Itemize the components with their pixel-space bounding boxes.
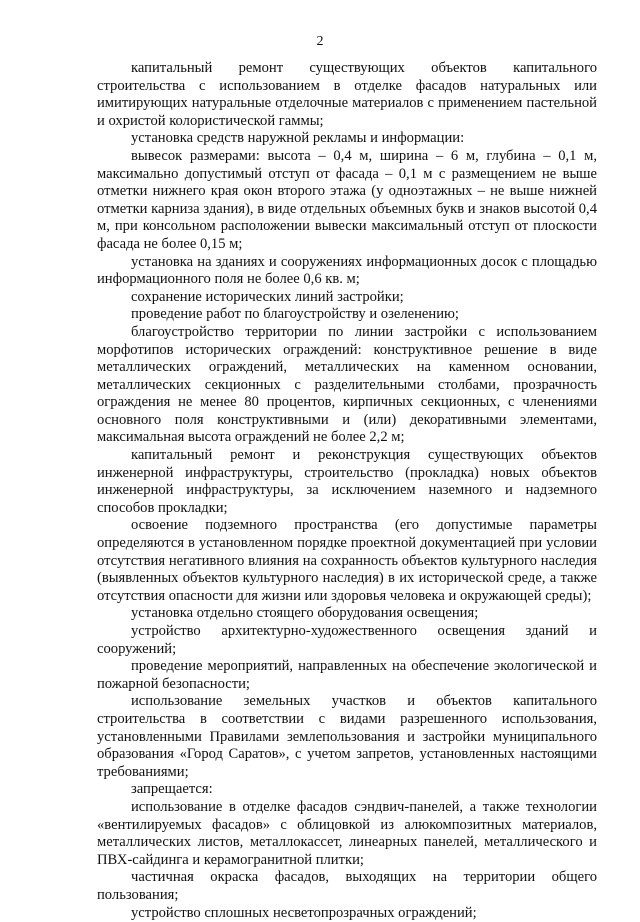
paragraph-prohibited-solid-fences: устройство сплошных несветопрозрачных ограждений; — [97, 905, 597, 922]
paragraph-info-boards: установка на зданиях и сооружениях информационных досок с площадью информационного поля не более 0,6 кв. м; — [97, 254, 597, 289]
paragraph-underground: освоение подземного пространства (его допустимые параметры определяются в установленном порядке проектной документацией при условии отсутствия негативного влияния на сохранность объектов культурного наследия (выявленных объектов культурного наследия) в их исторической среде, а также отсутствия опасности для жизни или здоровья человека и окружающей среды); — [97, 517, 597, 605]
paragraph-landscaping: проведение работ по благоустройству и озеленению; — [97, 306, 597, 324]
document-body — [97, 60, 597, 922]
page-number: 2 — [0, 34, 640, 50]
paragraph-lighting-equipment: установка отдельно стоящего оборудования освещения; — [97, 605, 597, 623]
paragraph-facade-repair: капитальный ремонт существующих объектов капитального строительства с использованием в отделке фасадов натуральных или имитирующих натуральные отделочные материалов с применением пастельной и охристой колористической гаммы; — [97, 60, 597, 130]
paragraph-fences: благоустройство территории по линии застройки с использованием морфотипов исторических ограждений: конструктивное решение в виде металлических ограждений, металлических на каменном основании, металлических секционных с разделительными столбами, прозрачность ограждения не менее 80 процентов, кирпичных секционных, с членениями основного поля конструктивными и (или) декоративными элементами, максимальная высота ограждений не более 2,2 м; — [97, 324, 597, 447]
paragraph-architectural-lighting: устройство архитектурно-художественного освещения зданий и сооружений; — [97, 623, 597, 658]
paragraph-prohibited-heading: запрещается: — [97, 781, 597, 799]
paragraph-advertising: установка средств наружной рекламы и информации: — [97, 130, 597, 148]
paragraph-prohibited-panels: использование в отделке фасадов сэндвич-панелей, а также технологии «вентилируемых фасадов» с облицовкой из алюкомпозитных материалов, металлических листов, металлокассет, линеарных панелей, металлического и ПВХ-сайдинга и керамогранитной плитки; — [97, 799, 597, 869]
paragraph-safety: проведение мероприятий, направленных на обеспечение экологической и пожарной безопасности; — [97, 658, 597, 693]
paragraph-building-lines: сохранение исторических линий застройки; — [97, 289, 597, 307]
paragraph-land-use: использование земельных участков и объектов капитального строительства в соответствии с видами разрешенного использования, установленными Правилами землепользования и застройки муниципального образования «Город Саратов», с учетом запретов, установленных настоящими требованиями; — [97, 693, 597, 781]
paragraph-prohibited-painting: частичная окраска фасадов, выходящих на территории общего пользования; — [97, 869, 597, 904]
paragraph-signboards: вывесок размерами: высота – 0,4 м, ширина – 6 м, глубина – 0,1 м, максимально допустимый отступ от фасада – 0,1 м с размещением не выше отметки нижнего края окон второго этажа (у одноэтажных – не выше нижней отметки карниза здания), в виде отдельных объемных букв и знаков высотой 0,4 м, при консольном расположении вывески максимальный отступ от плоскости фасада не более 0,15 м; — [97, 148, 597, 254]
paragraph-infrastructure: капитальный ремонт и реконструкция существующих объектов инженерной инфраструктуры, строительство (прокладка) новых объектов инженерной инфраструктуры, за исключением наземного и надземного способов прокладки; — [97, 447, 597, 517]
